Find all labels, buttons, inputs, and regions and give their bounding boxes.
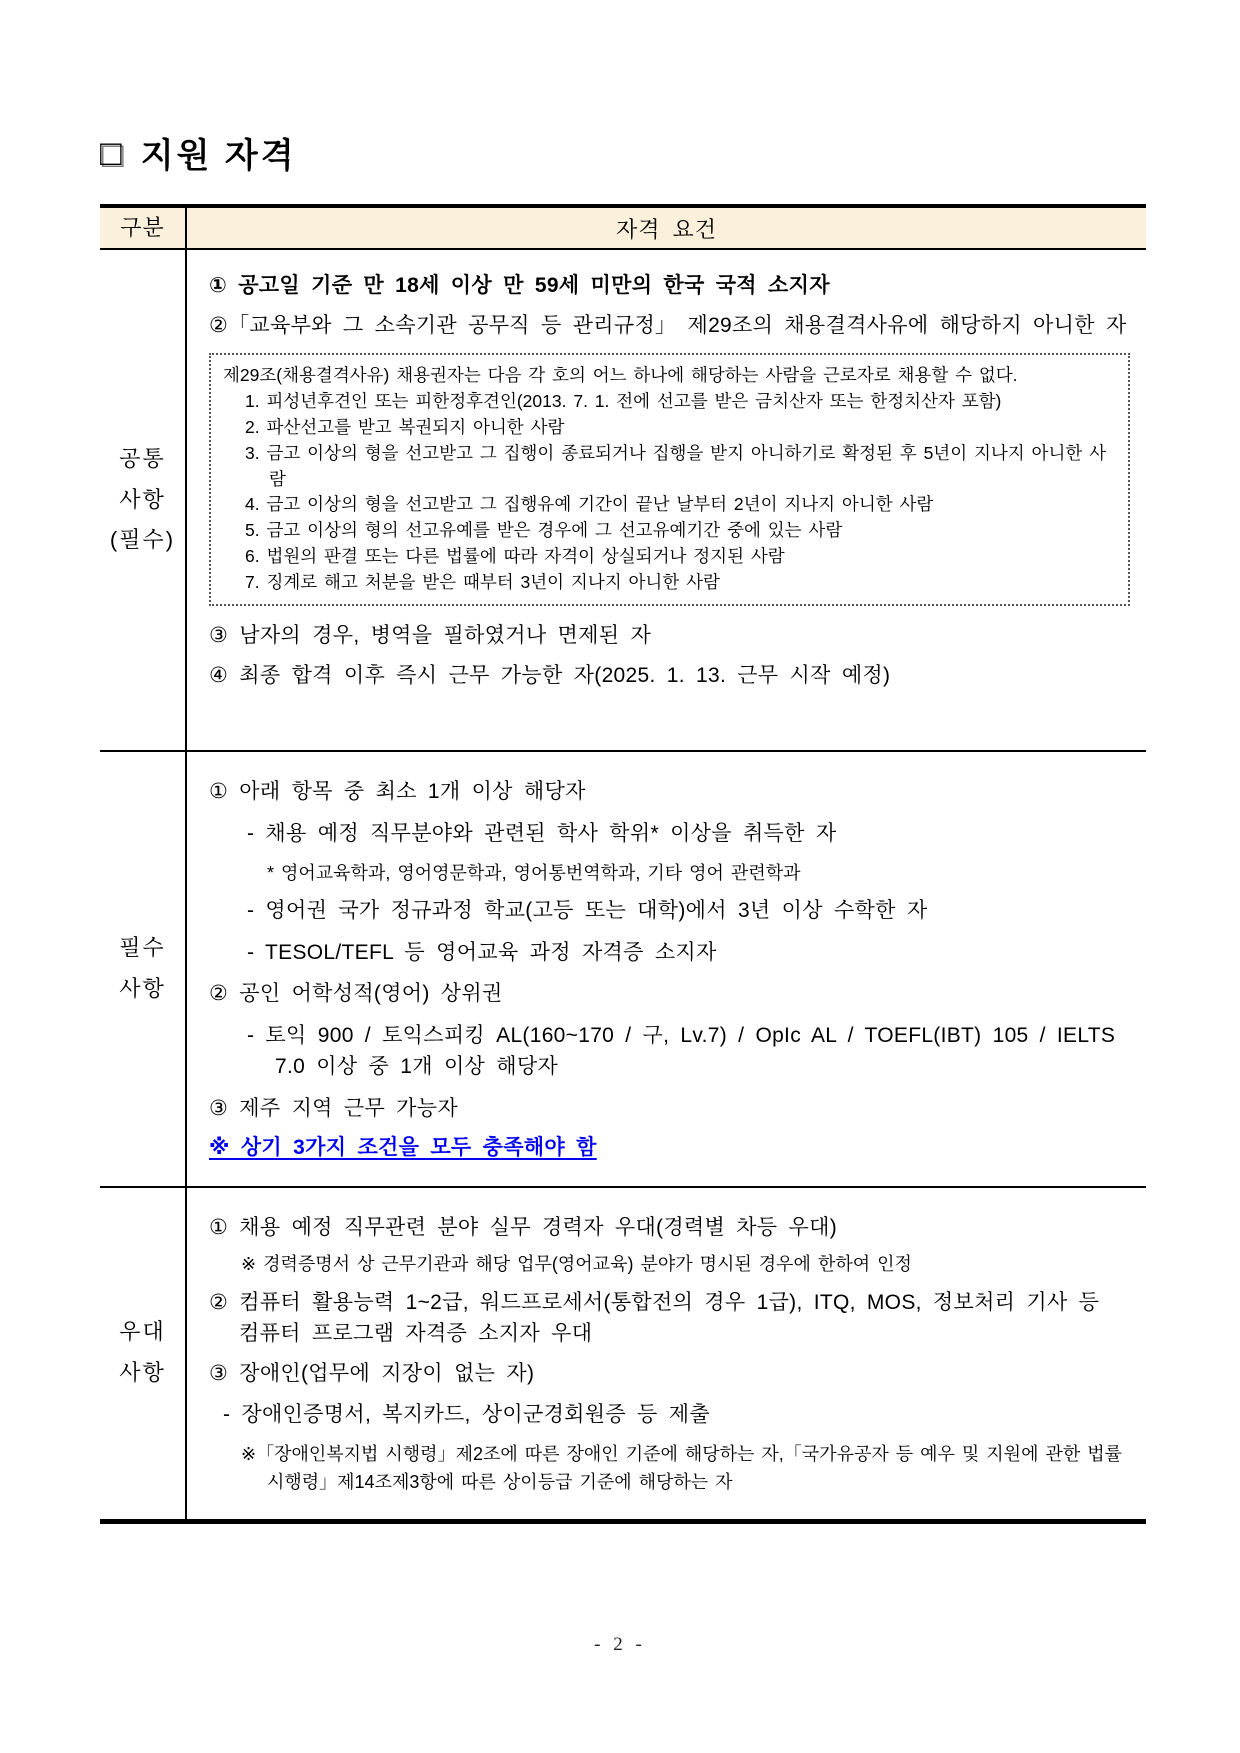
law-box: [209, 353, 1130, 606]
label-line: 사항: [119, 486, 166, 512]
law-box-item-4: 4. 금고 이상의 형을 선고받고 그 집행유예 기간이 끝난 날부터 2년이 지나지 아니한 사람: [245, 494, 934, 515]
footer-page-number: - 2 -: [594, 1634, 646, 1655]
common-item-3: ③ 남자의 경우, 병역을 필하였거나 면제된 자: [209, 624, 652, 648]
row-required-label: [100, 752, 187, 1186]
page-body: [100, 128, 1146, 1524]
row-common: [100, 248, 1146, 750]
header-requirements-cell: 자격 요건: [615, 216, 718, 242]
common-item-1: ① 공고일 기준 만 18세 이상 만 59세 미만의 한국 국적 소지자: [209, 274, 830, 297]
law-box-item-3: 3. 금고 이상의 형을 선고받고 그 집행이 종료되거나 집행을 받지 아니하기로 확정된 후 5년이 지나지 아니한 사람: [245, 442, 1107, 489]
label-line: 필수: [119, 935, 166, 961]
law-box-item-5: 5. 금고 이상의 형의 선고유예를 받은 경우에 그 선고유예기간 중에 있는 사람: [245, 520, 843, 541]
law-box-item-7: 7. 징계로 해고 처분을 받은 때부터 3년이 지나지 아니한 사람: [245, 572, 720, 593]
required-item-2-sub-1: - 토익 900 / 토익스피킹 AL(160~170 / 구, Lv.7) / OpIc AL / TOEFL(IBT) 105 / IELTS 7.0 이상 중 1개 이상 해당자: [247, 1023, 1116, 1078]
row-preferred-label: [100, 1188, 187, 1519]
required-item-1-sub-1-note: * 영어교육학과, 영어영문학과, 영어통번역학과, 기타 영어 관련학과: [267, 863, 801, 883]
row-preferred: [100, 1186, 1146, 1519]
row-preferred-content: [187, 1188, 1146, 1519]
law-box-item-6: 6. 법원의 판결 또는 다른 법률에 따라 자격이 상실되거나 정지된 사람: [245, 546, 785, 567]
page-title: [100, 128, 1146, 177]
common-item-2: ②「교육부와 그 소속기관 공무직 등 관리규정」 제29조의 채용결격사유에 해당하지 아니한 자: [209, 313, 1127, 337]
required-item-1: ① 아래 항목 중 최소 1개 이상 해당자: [209, 780, 586, 803]
required-item-2: ② 공인 어학성적(영어) 상위권: [209, 982, 503, 1005]
blue-requirement-note: ※ 상기 3가지 조건을 모두 충족해야 함: [209, 1136, 597, 1159]
page-title-text: 지원 자격: [140, 137, 297, 175]
label-line: 사항: [119, 1360, 166, 1386]
preferred-item-3-note: ※「장애인복지법 시행령」제2조에 따른 장애인 기준에 해당하는 자,「국가유공자 등 예우 및 지원에 관한 법률 시행령」제14조제3항에 따른 상이등급 기준에 해당하는 자: [241, 1443, 1123, 1492]
law-box-item-2: 2. 파산선고를 받고 복권되지 아니한 사람: [245, 416, 565, 437]
common-item-4: ④ 최종 합격 이후 즉시 근무 가능한 자(2025. 1. 13. 근무 시작 예정): [209, 663, 891, 687]
section-square-icon: □: [100, 131, 125, 173]
required-item-1-sub-2: - 영어권 국가 정규과정 학교(고등 또는 대학)에서 3년 이상 수학한 자: [247, 899, 928, 922]
table-header-row: [100, 208, 1146, 248]
preferred-item-3: ③ 장애인(업무에 지장이 없는 자): [209, 1361, 535, 1385]
label-line: (필수): [109, 527, 176, 553]
required-item-1-sub-1: - 채용 예정 직무분야와 관련된 학사 학위* 이상을 취득한 자: [247, 821, 837, 845]
label-line: 우대: [119, 1319, 166, 1345]
preferred-item-3-sub: - 장애인증명서, 복지카드, 상이군경회원증 등 제출: [223, 1403, 710, 1427]
preferred-item-1: ① 채용 예정 직무관련 분야 실무 경력자 우대(경력별 차등 우대): [209, 1215, 837, 1239]
required-item-3: ③ 제주 지역 근무 가능자: [209, 1096, 458, 1120]
label-line: 사항: [119, 975, 166, 1001]
required-item-1-sub-3: - TESOL/TEFL 등 영어교육 과정 자격증 소지자: [247, 940, 717, 964]
preferred-item-2: ② 컴퓨터 활용능력 1~2급, 워드프로세서(통합전의 경우 1급), ITQ, MOS, 정보처리 기사 등 컴퓨터 프로그램 자격증 소지자 우대: [209, 1290, 1100, 1346]
label-line: 공통: [119, 445, 166, 471]
header-category-cell: 구분: [100, 208, 187, 248]
row-required: [100, 750, 1146, 1186]
row-common-label: [100, 250, 187, 750]
law-box-intro: 제29조(채용결격사유) 채용권자는 다음 각 호의 어느 하나에 해당하는 사람을 근로자로 채용할 수 없다.: [223, 365, 1018, 385]
row-required-content: [187, 752, 1146, 1186]
law-box-item-1: 1. 피성년후견인 또는 피한정후견인(2013. 7. 1. 전에 선고를 받은 금치산자 또는 한정치산자 포함): [245, 390, 1002, 411]
qualification-table: [100, 204, 1146, 1524]
row-common-content: [187, 250, 1146, 750]
preferred-item-1-note: ※ 경력증명서 상 근무기관과 해당 업무(영어교육) 분야가 명시된 경우에 한하여 인정: [241, 1254, 912, 1274]
